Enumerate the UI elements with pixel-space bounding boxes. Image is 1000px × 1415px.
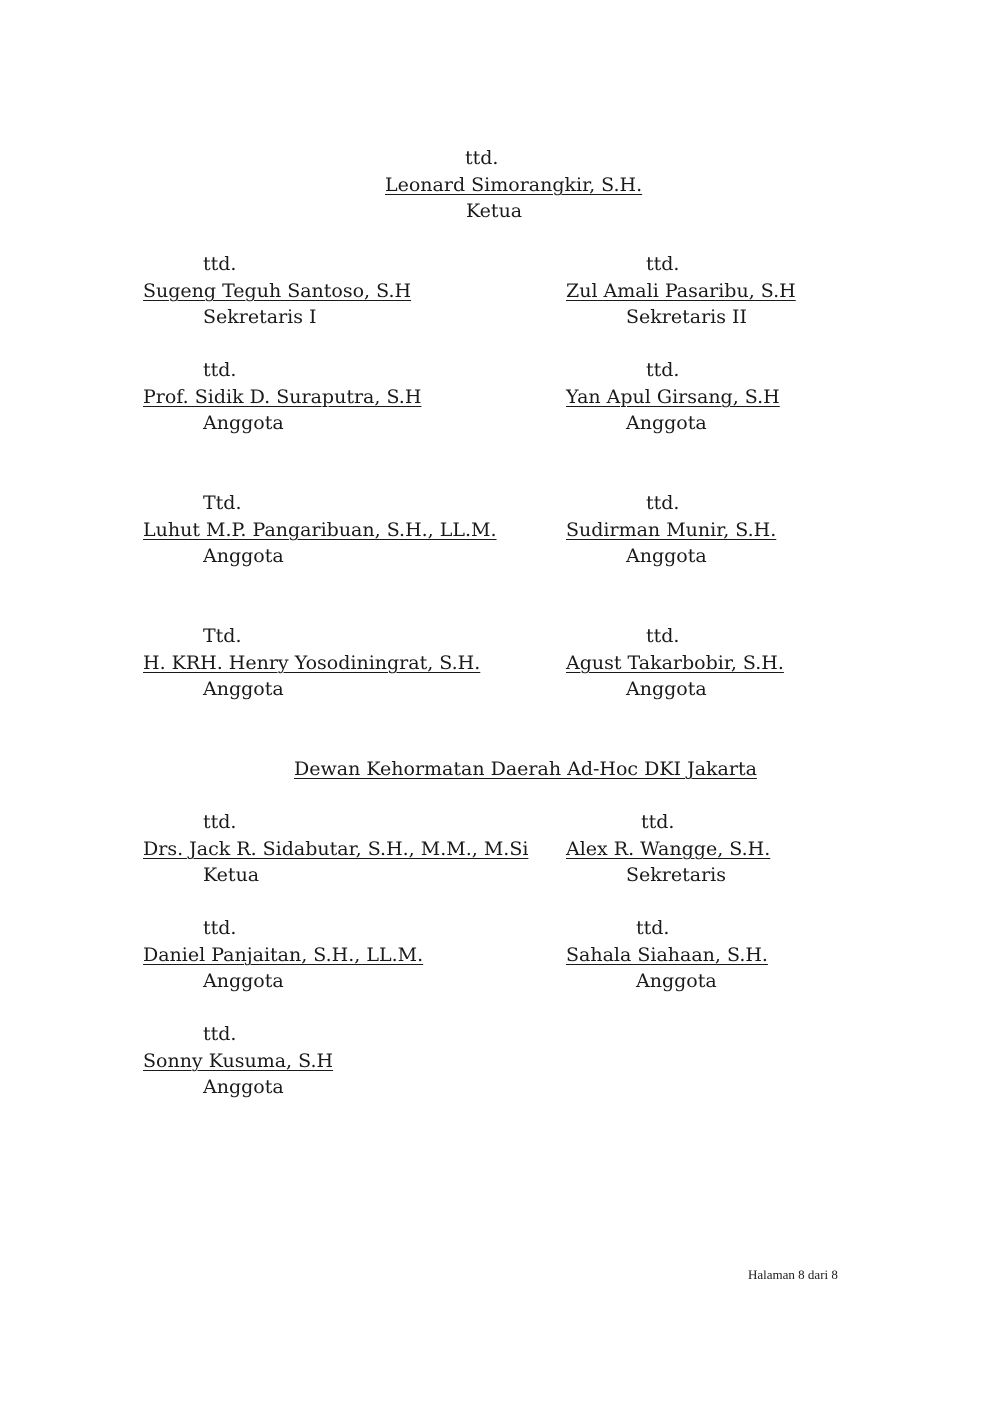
- signatory-name: Zul Amali Pasaribu, S.H: [566, 280, 796, 302]
- signatory-sign: Ttd.: [203, 492, 242, 514]
- signatory-sign: ttd.: [203, 253, 237, 275]
- signatory-sign: ttd.: [646, 492, 680, 514]
- signatory-role: Anggota: [626, 412, 707, 434]
- signatory-sign: ttd.: [203, 1023, 237, 1045]
- signatory-role: Anggota: [203, 545, 284, 567]
- signatory-name: Yan Apul Girsang, S.H: [566, 386, 780, 408]
- regional-council-heading: Dewan Kehormatan Daerah Ad-Hoc DKI Jakarta: [294, 758, 757, 780]
- signatory-sign: ttd.: [203, 917, 237, 939]
- signatory-name: H. KRH. Henry Yosodiningrat, S.H.: [143, 652, 481, 674]
- signatory-role: Anggota: [203, 678, 284, 700]
- signatory-role: Sekretaris I: [203, 306, 317, 328]
- signatory-name: Sonny Kusuma, S.H: [143, 1050, 334, 1072]
- chair-role: Ketua: [466, 200, 523, 222]
- signatory-role: Anggota: [203, 970, 284, 992]
- chair-sign: ttd.: [465, 147, 499, 169]
- signatory-name: Sugeng Teguh Santoso, S.H: [143, 280, 412, 302]
- page-number: Halaman 8 dari 8: [748, 1267, 838, 1282]
- signatory-role: Anggota: [203, 1076, 284, 1098]
- signatory-sign: ttd.: [646, 625, 680, 647]
- signatory-role: Sekretaris II: [626, 306, 748, 328]
- signatory-name: Daniel Panjaitan, S.H., LL.M.: [143, 944, 424, 966]
- signatory-sign: ttd.: [646, 359, 680, 381]
- signatory-name: Drs. Jack R. Sidabutar, S.H., M.M., M.Si: [143, 838, 529, 860]
- chair-name: Leonard Simorangkir, S.H.: [385, 174, 643, 196]
- signatory-name: Sudirman Munir, S.H.: [566, 519, 777, 541]
- signatory-role: Anggota: [626, 545, 707, 567]
- signatory-sign: ttd.: [203, 811, 237, 833]
- signatory-sign: ttd.: [203, 359, 237, 381]
- signatory-sign: ttd.: [636, 917, 670, 939]
- signatory-role: Anggota: [626, 678, 707, 700]
- signatory-sign: ttd.: [641, 811, 675, 833]
- signatory-sign: ttd.: [646, 253, 680, 275]
- signatory-role: Anggota: [636, 970, 717, 992]
- signatory-role: Ketua: [203, 864, 260, 886]
- signatory-name: Prof. Sidik D. Suraputra, S.H: [143, 386, 422, 408]
- signatory-role: Anggota: [203, 412, 284, 434]
- signatory-sign: Ttd.: [203, 625, 242, 647]
- signatory-name: Luhut M.P. Pangaribuan, S.H., LL.M.: [143, 519, 497, 541]
- signatory-name: Alex R. Wangge, S.H.: [566, 838, 771, 860]
- signatory-role: Sekretaris: [626, 864, 726, 886]
- signatory-name: Sahala Siahaan, S.H.: [566, 944, 768, 966]
- signatory-name: Agust Takarbobir, S.H.: [566, 652, 784, 674]
